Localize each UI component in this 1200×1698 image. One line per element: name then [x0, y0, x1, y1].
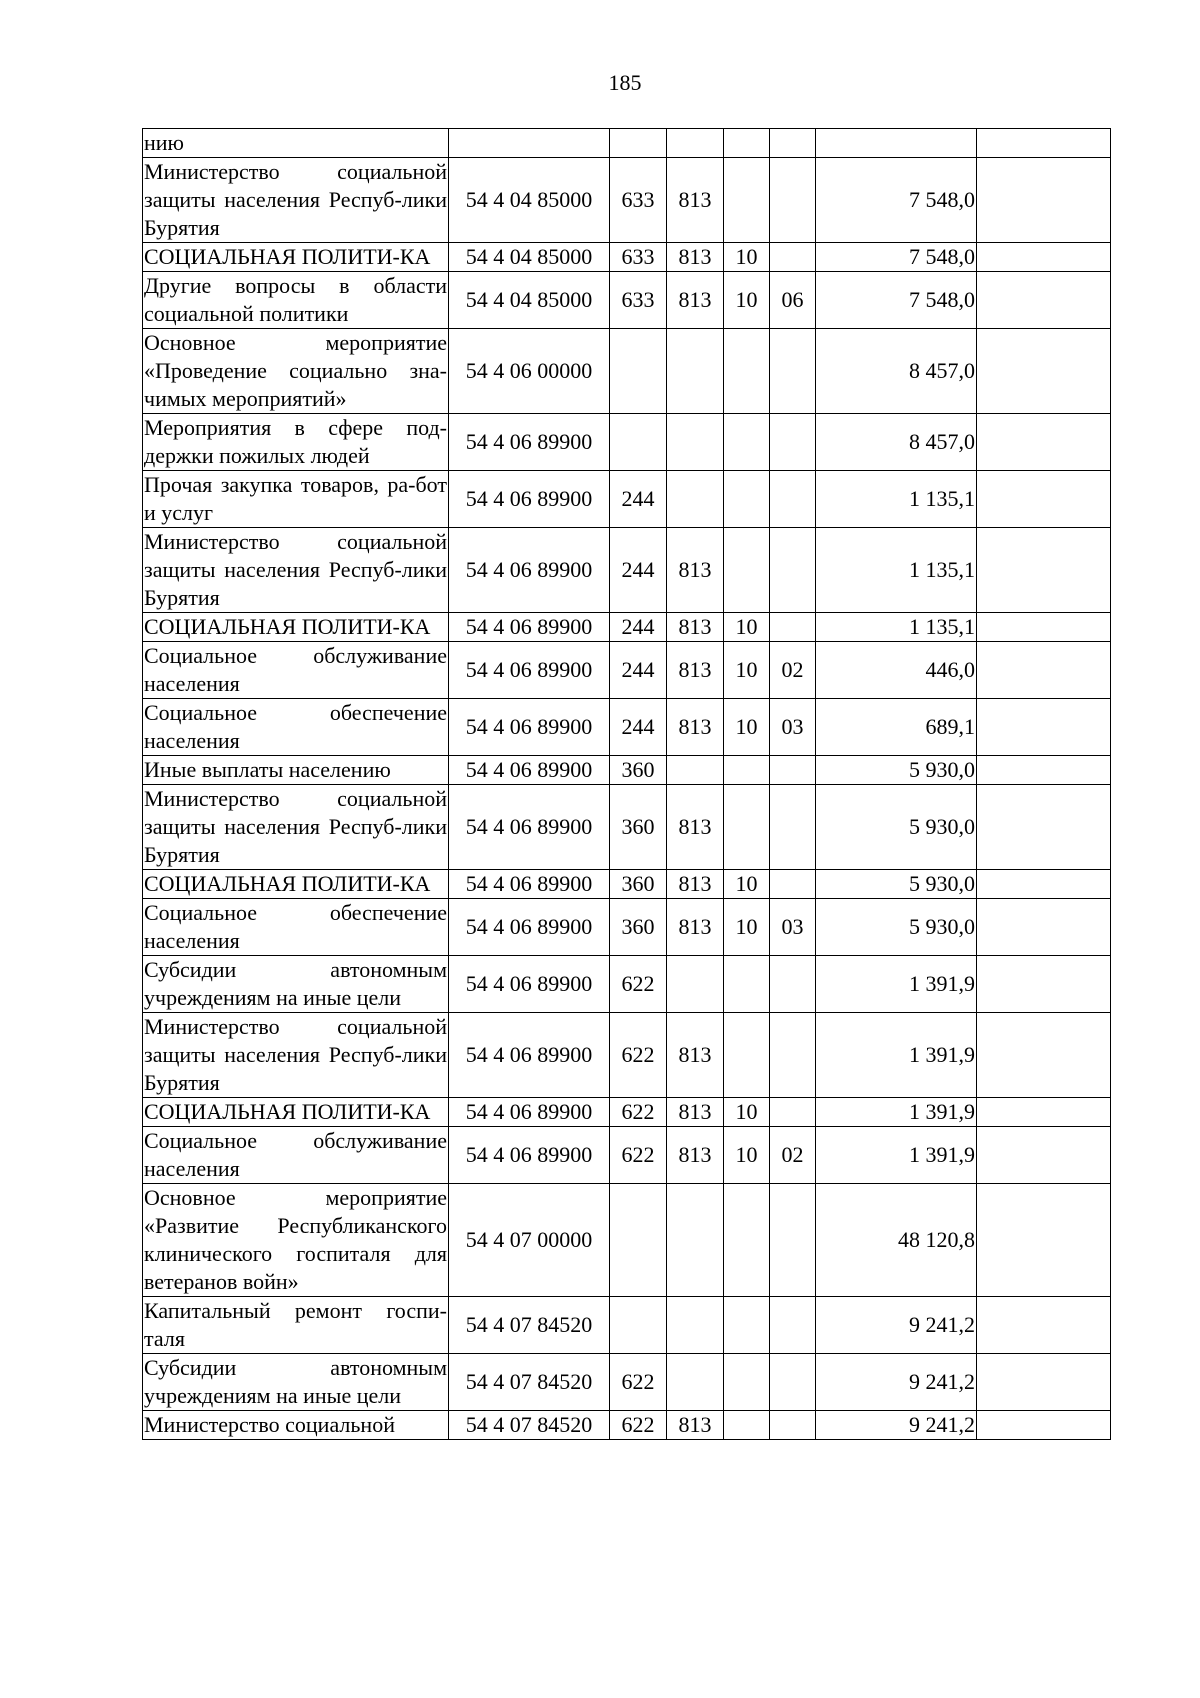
expense-type-cell [610, 129, 667, 158]
target-code-cell: 54 4 06 89900 [449, 471, 610, 528]
row-name-cell: Министерство социальной защиты населения Респуб-лики Бурятия [143, 158, 449, 243]
table-row [143, 129, 1111, 158]
target-code-cell: 54 4 06 89900 [449, 642, 610, 699]
amount-cell: 8 457,0 [816, 329, 977, 414]
section-cell: 10 [724, 613, 770, 642]
empty-cell [977, 699, 1111, 756]
row-name-cell: Иные выплаты населению [143, 756, 449, 785]
empty-cell [977, 414, 1111, 471]
budget-table [142, 128, 1111, 1440]
expense-type-cell: 622 [610, 1411, 667, 1440]
table-row [143, 642, 1111, 699]
target-code-cell: 54 4 04 85000 [449, 243, 610, 272]
target-code-cell: 54 4 06 89900 [449, 1098, 610, 1127]
amount-cell: 1 391,9 [816, 956, 977, 1013]
subsection-cell [770, 528, 816, 613]
amount-cell: 8 457,0 [816, 414, 977, 471]
empty-cell [977, 1127, 1111, 1184]
empty-cell [977, 1354, 1111, 1411]
subsection-cell [770, 471, 816, 528]
ministry-code-cell [667, 1354, 724, 1411]
table-row [143, 699, 1111, 756]
section-cell: 10 [724, 699, 770, 756]
expense-type-cell: 633 [610, 158, 667, 243]
page-number: 185 [608, 70, 642, 95]
empty-cell [977, 329, 1111, 414]
empty-cell [977, 613, 1111, 642]
target-code-cell: 54 4 04 85000 [449, 272, 610, 329]
row-name-cell: Субсидии автономным учреждениям на иные цели [143, 956, 449, 1013]
row-name-cell: Прочая закупка товаров, ра-бот и услуг [143, 471, 449, 528]
row-name-cell: Министерство социальной [143, 1411, 449, 1440]
empty-cell [977, 1098, 1111, 1127]
table-row [143, 1411, 1111, 1440]
empty-cell [977, 1013, 1111, 1098]
amount-cell: 1 391,9 [816, 1127, 977, 1184]
expense-type-cell: 622 [610, 1013, 667, 1098]
target-code-cell: 54 4 06 89900 [449, 785, 610, 870]
expense-type-cell [610, 329, 667, 414]
row-name-cell: Социальное обслуживание населения [143, 1127, 449, 1184]
subsection-cell [770, 129, 816, 158]
table-row [143, 414, 1111, 471]
section-cell [724, 756, 770, 785]
table-row [143, 158, 1111, 243]
table-row [143, 329, 1111, 414]
table-row [143, 1098, 1111, 1127]
empty-cell [977, 272, 1111, 329]
ministry-code-cell [667, 471, 724, 528]
amount-cell: 689,1 [816, 699, 977, 756]
target-code-cell: 54 4 07 84520 [449, 1354, 610, 1411]
table-row [143, 528, 1111, 613]
section-cell [724, 1411, 770, 1440]
ministry-code-cell: 813 [667, 158, 724, 243]
amount-cell: 7 548,0 [816, 243, 977, 272]
empty-cell [977, 899, 1111, 956]
table-row [143, 785, 1111, 870]
subsection-cell [770, 414, 816, 471]
subsection-cell [770, 613, 816, 642]
subsection-cell [770, 1297, 816, 1354]
expense-type-cell [610, 1297, 667, 1354]
table-row [143, 471, 1111, 528]
expense-type-cell: 622 [610, 1127, 667, 1184]
empty-cell [977, 158, 1111, 243]
row-name-cell: Основное мероприятие «Проведение социально зна-чимых мероприятий» [143, 329, 449, 414]
target-code-cell: 54 4 06 89900 [449, 956, 610, 1013]
subsection-cell [770, 785, 816, 870]
row-name-cell: СОЦИАЛЬНАЯ ПОЛИТИ-КА [143, 243, 449, 272]
target-code-cell: 54 4 06 89900 [449, 899, 610, 956]
subsection-cell [770, 158, 816, 243]
amount-cell: 5 930,0 [816, 899, 977, 956]
row-name-cell: Капитальный ремонт госпи-таля [143, 1297, 449, 1354]
amount-cell: 446,0 [816, 642, 977, 699]
amount-cell: 7 548,0 [816, 158, 977, 243]
expense-type-cell: 244 [610, 699, 667, 756]
subsection-cell [770, 756, 816, 785]
amount-cell: 5 930,0 [816, 870, 977, 899]
subsection-cell: 02 [770, 642, 816, 699]
empty-cell [977, 129, 1111, 158]
section-cell [724, 956, 770, 1013]
table-row [143, 899, 1111, 956]
amount-cell: 48 120,8 [816, 1184, 977, 1297]
target-code-cell: 54 4 07 84520 [449, 1297, 610, 1354]
expense-type-cell [610, 1184, 667, 1297]
amount-cell: 7 548,0 [816, 272, 977, 329]
expense-type-cell: 360 [610, 899, 667, 956]
ministry-code-cell: 813 [667, 1411, 724, 1440]
section-cell [724, 158, 770, 243]
subsection-cell: 06 [770, 272, 816, 329]
empty-cell [977, 785, 1111, 870]
expense-type-cell: 622 [610, 1354, 667, 1411]
section-cell: 10 [724, 870, 770, 899]
expense-type-cell: 360 [610, 785, 667, 870]
section-cell: 10 [724, 1127, 770, 1184]
ministry-code-cell: 813 [667, 699, 724, 756]
empty-cell [977, 471, 1111, 528]
ministry-code-cell: 813 [667, 899, 724, 956]
target-code-cell: 54 4 06 89900 [449, 1013, 610, 1098]
ministry-code-cell: 813 [667, 642, 724, 699]
section-cell: 10 [724, 1098, 770, 1127]
table-row [143, 243, 1111, 272]
subsection-cell [770, 956, 816, 1013]
empty-cell [977, 756, 1111, 785]
ministry-code-cell: 813 [667, 528, 724, 613]
amount-cell: 9 241,2 [816, 1297, 977, 1354]
section-cell [724, 1297, 770, 1354]
expense-type-cell: 360 [610, 756, 667, 785]
ministry-code-cell: 813 [667, 1127, 724, 1184]
empty-cell [977, 528, 1111, 613]
expense-type-cell: 244 [610, 613, 667, 642]
section-cell [724, 1354, 770, 1411]
section-cell: 10 [724, 899, 770, 956]
empty-cell [977, 1184, 1111, 1297]
target-code-cell: 54 4 07 84520 [449, 1411, 610, 1440]
row-name-cell: Министерство социальной защиты населения Респуб-лики Бурятия [143, 785, 449, 870]
row-name-cell: Министерство социальной защиты населения Респуб-лики Бурятия [143, 528, 449, 613]
subsection-cell: 03 [770, 899, 816, 956]
row-name-cell: СОЦИАЛЬНАЯ ПОЛИТИ-КА [143, 1098, 449, 1127]
ministry-code-cell: 813 [667, 613, 724, 642]
table-row [143, 1127, 1111, 1184]
subsection-cell [770, 1354, 816, 1411]
table-row [143, 1354, 1111, 1411]
target-code-cell: 54 4 06 89900 [449, 870, 610, 899]
row-name-cell: нию [143, 129, 449, 158]
subsection-cell [770, 1098, 816, 1127]
amount-cell: 9 241,2 [816, 1354, 977, 1411]
subsection-cell [770, 243, 816, 272]
ministry-code-cell: 813 [667, 243, 724, 272]
ministry-code-cell [667, 329, 724, 414]
expense-type-cell: 244 [610, 642, 667, 699]
row-name-cell: Социальное обеспечение населения [143, 699, 449, 756]
subsection-cell [770, 870, 816, 899]
ministry-code-cell [667, 756, 724, 785]
section-cell: 10 [724, 243, 770, 272]
target-code-cell: 54 4 06 89900 [449, 1127, 610, 1184]
amount-cell: 1 391,9 [816, 1098, 977, 1127]
row-name-cell: СОЦИАЛЬНАЯ ПОЛИТИ-КА [143, 613, 449, 642]
ministry-code-cell [667, 956, 724, 1013]
section-cell [724, 1013, 770, 1098]
table-row [143, 272, 1111, 329]
section-cell [724, 129, 770, 158]
section-cell [724, 471, 770, 528]
subsection-cell [770, 1411, 816, 1440]
table-row [143, 1013, 1111, 1098]
budget-table-body [143, 129, 1111, 1440]
amount-cell: 1 135,1 [816, 613, 977, 642]
expense-type-cell: 244 [610, 471, 667, 528]
target-code-cell [449, 129, 610, 158]
row-name-cell: Другие вопросы в области социальной политики [143, 272, 449, 329]
expense-type-cell: 633 [610, 272, 667, 329]
subsection-cell: 02 [770, 1127, 816, 1184]
ministry-code-cell [667, 1297, 724, 1354]
row-name-cell: СОЦИАЛЬНАЯ ПОЛИТИ-КА [143, 870, 449, 899]
section-cell [724, 414, 770, 471]
ministry-code-cell: 813 [667, 870, 724, 899]
amount-cell: 1 135,1 [816, 471, 977, 528]
row-name-cell: Основное мероприятие «Развитие Республиканского клинического госпиталя для ветеранов войн» [143, 1184, 449, 1297]
target-code-cell: 54 4 06 89900 [449, 699, 610, 756]
table-row [143, 1184, 1111, 1297]
expense-type-cell: 622 [610, 1098, 667, 1127]
table-row [143, 956, 1111, 1013]
expense-type-cell: 244 [610, 528, 667, 613]
empty-cell [977, 642, 1111, 699]
amount-cell: 5 930,0 [816, 785, 977, 870]
table-row [143, 870, 1111, 899]
expense-type-cell: 360 [610, 870, 667, 899]
section-cell [724, 1184, 770, 1297]
expense-type-cell: 633 [610, 243, 667, 272]
empty-cell [977, 1297, 1111, 1354]
target-code-cell: 54 4 06 89900 [449, 613, 610, 642]
subsection-cell [770, 1013, 816, 1098]
row-name-cell: Мероприятия в сфере под-держки пожилых людей [143, 414, 449, 471]
expense-type-cell: 622 [610, 956, 667, 1013]
section-cell [724, 528, 770, 613]
ministry-code-cell [667, 1184, 724, 1297]
target-code-cell: 54 4 06 89900 [449, 528, 610, 613]
target-code-cell: 54 4 06 89900 [449, 414, 610, 471]
target-code-cell: 54 4 07 00000 [449, 1184, 610, 1297]
ministry-code-cell [667, 129, 724, 158]
section-cell [724, 329, 770, 414]
target-code-cell: 54 4 06 00000 [449, 329, 610, 414]
amount-cell: 9 241,2 [816, 1411, 977, 1440]
ministry-code-cell: 813 [667, 1013, 724, 1098]
amount-cell: 1 135,1 [816, 528, 977, 613]
amount-cell: 5 930,0 [816, 756, 977, 785]
section-cell: 10 [724, 642, 770, 699]
row-name-cell: Министерство социальной защиты населения Респуб-лики Бурятия [143, 1013, 449, 1098]
ministry-code-cell: 813 [667, 785, 724, 870]
row-name-cell: Социальное обеспечение населения [143, 899, 449, 956]
subsection-cell [770, 329, 816, 414]
table-row [143, 756, 1111, 785]
table-row [143, 1297, 1111, 1354]
target-code-cell: 54 4 06 89900 [449, 756, 610, 785]
empty-cell [977, 243, 1111, 272]
empty-cell [977, 956, 1111, 1013]
ministry-code-cell: 813 [667, 272, 724, 329]
ministry-code-cell: 813 [667, 1098, 724, 1127]
table-row [143, 613, 1111, 642]
subsection-cell: 03 [770, 699, 816, 756]
expense-type-cell [610, 414, 667, 471]
amount-cell: 1 391,9 [816, 1013, 977, 1098]
section-cell [724, 785, 770, 870]
row-name-cell: Социальное обслуживание населения [143, 642, 449, 699]
subsection-cell [770, 1184, 816, 1297]
row-name-cell: Субсидии автономным учреждениям на иные цели [143, 1354, 449, 1411]
section-cell: 10 [724, 272, 770, 329]
ministry-code-cell [667, 414, 724, 471]
target-code-cell: 54 4 04 85000 [449, 158, 610, 243]
amount-cell [816, 129, 977, 158]
empty-cell [977, 870, 1111, 899]
empty-cell [977, 1411, 1111, 1440]
